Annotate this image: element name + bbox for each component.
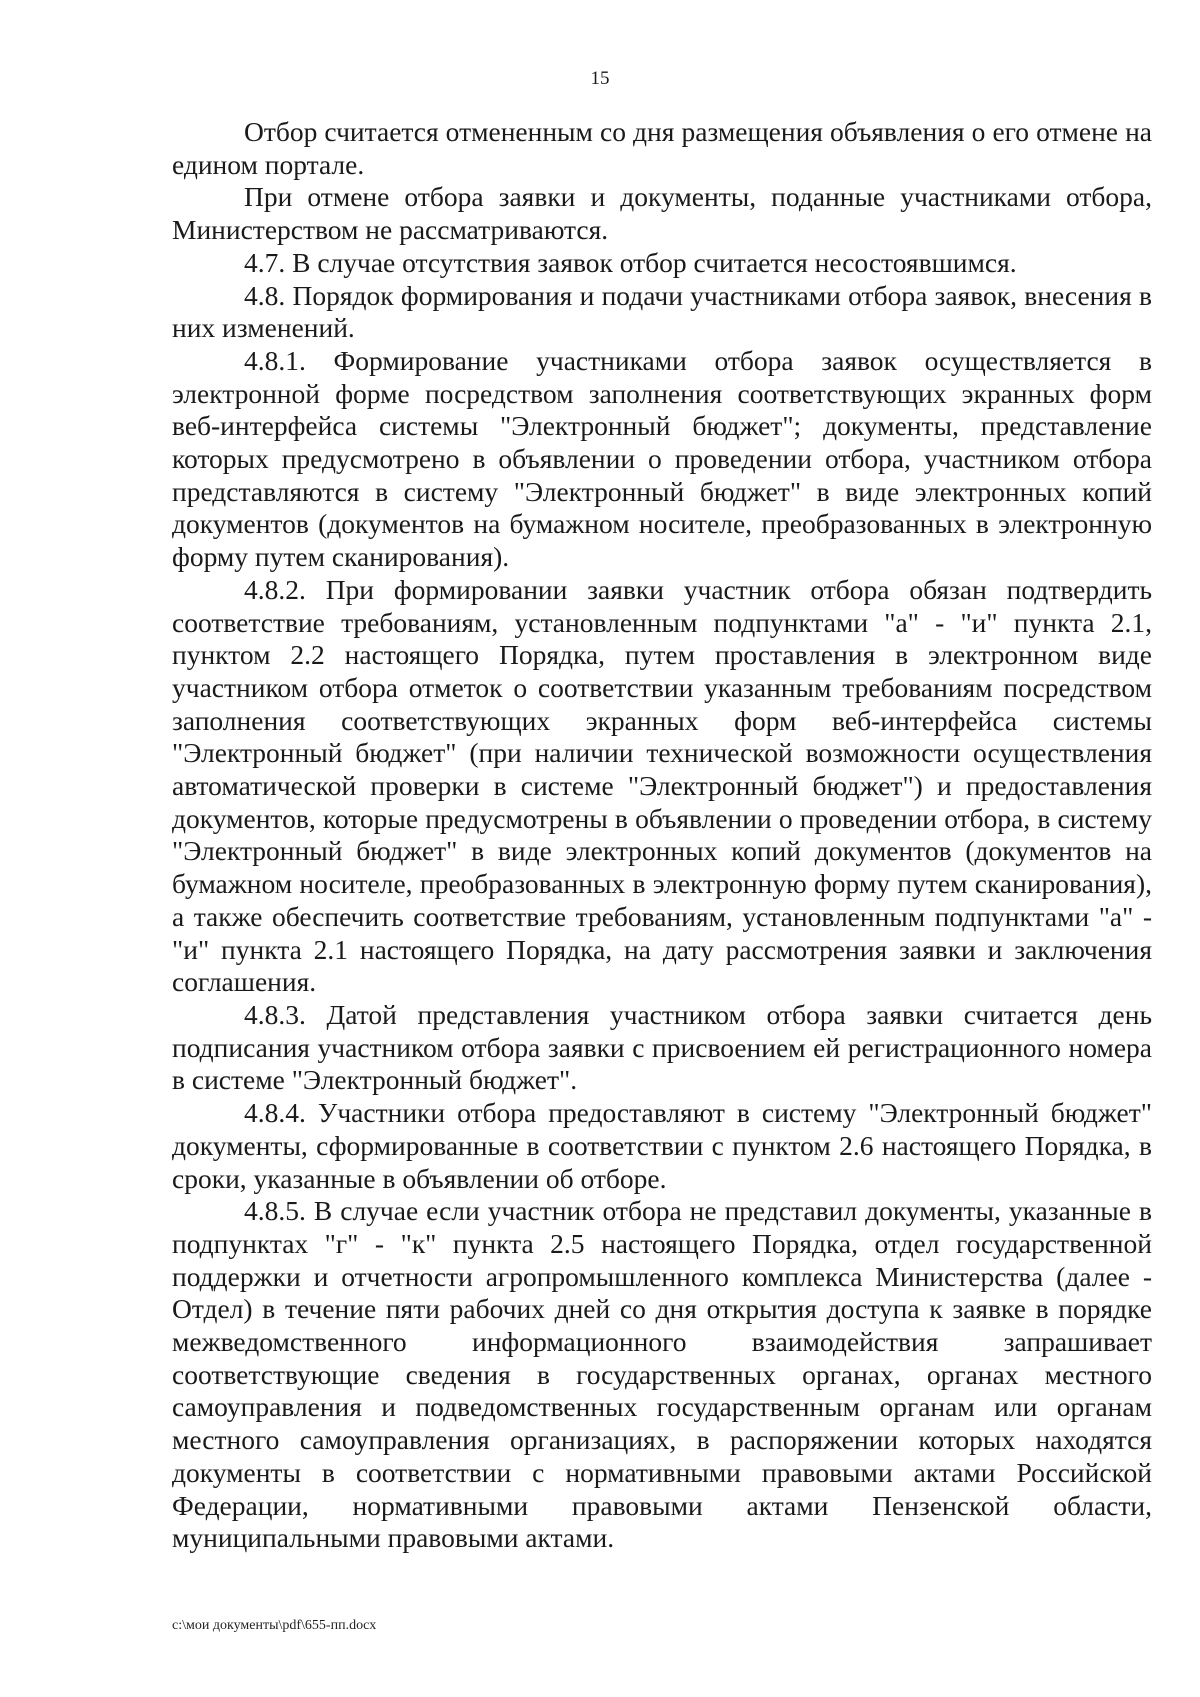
document-body: [172, 116, 1152, 1555]
paragraph: Отбор считается отмененным со дня размещения объявления о его отмене на едином портале.: [172, 116, 1152, 180]
footer-file-path: c:\мои документы\pdf\655-пп.docx: [172, 1618, 377, 1633]
paragraph: 4.8.4. Участники отбора предоставляют в систему "Электронный бюджет" документы, сформированные в соответствии с пунктом 2.6 настоящего Порядка, в сроки, указанные в объявлении об отборе.: [172, 1097, 1152, 1194]
paragraph: 4.8.1. Формирование участниками отбора заявок осуществляется в электронной форме посредством заполнения соответствующих экранных форм веб-интерфейса системы "Электронный бюджет"; документы, представление которых предусмотрено в объявлении о проведении отбора, участником отбора представляются в систему "Электронный бюджет" в виде электронных копий документов (документов на бумажном носителе, преобразованных в электронную форму путем сканирования).: [172, 344, 1152, 573]
paragraph: 4.8. Порядок формирования и подачи участниками отбора заявок, внесения в них изменений.: [172, 279, 1152, 344]
paragraph: 4.8.3. Датой представления участником отбора заявки считается день подписания участником отбора заявки с присвоением ей регистрационного номера в системе "Электронный бюджет".: [172, 998, 1152, 1096]
paragraph: 4.8.2. При формировании заявки участник отбора обязан подтвердить соответствие требованиям, установленным подпунктами "а" - "и" пункта 2.1, пунктом 2.2 настоящего Порядка, путем проставления в электронном виде участником отбора отметок о соответствии указанным требованиям посредством заполнения соответствующих экранных форм веб-интерфейса системы "Электронный бюджет" (при наличии технической возможности осуществления автоматической проверки в системе "Электронный бюджет") и предоставления документов, которые предусмотрены в объявлении о проведении отбора, в систему "Электронный бюджет" в виде электронных копий документов (документов на бумажном носителе, преобразованных в электронную форму путем сканирования), а также обеспечить соответствие требованиям, установленным подпунктами "а" - "и" пункта 2.1 настоящего Порядка, на дату рассмотрения заявки и заключения соглашения.: [172, 573, 1152, 998]
paragraph: 4.7. В случае отсутствия заявок отбор считается несостоявшимся.: [244, 246, 1017, 278]
paragraph: При отмене отбора заявки и документы, поданные участниками отбора, Министерством не рассматриваются.: [172, 181, 1152, 246]
page-number: 15: [590, 68, 610, 89]
paragraph: 4.8.5. В случае если участник отбора не представил документы, указанные в подпунктах "г" - "к" пункта 2.5 настоящего Порядка, отдел государственной поддержки и отчетности агропромышленного комплекса Министерства (далее - Отдел) в течение пяти рабочих дней со дня открытия доступа к заявке в порядке межведомственного информационного взаимодействия запрашивает соответствующие сведения в государственных органах, органах местного самоуправления и подведомственных государственным органам или органам местного самоуправления организациях, в распоряжении которых находятся документы в соответствии с нормативными правовыми актами Российской Федерации, нормативными правовыми актами Пензенской области, муниципальными правовыми актами.: [172, 1195, 1152, 1554]
